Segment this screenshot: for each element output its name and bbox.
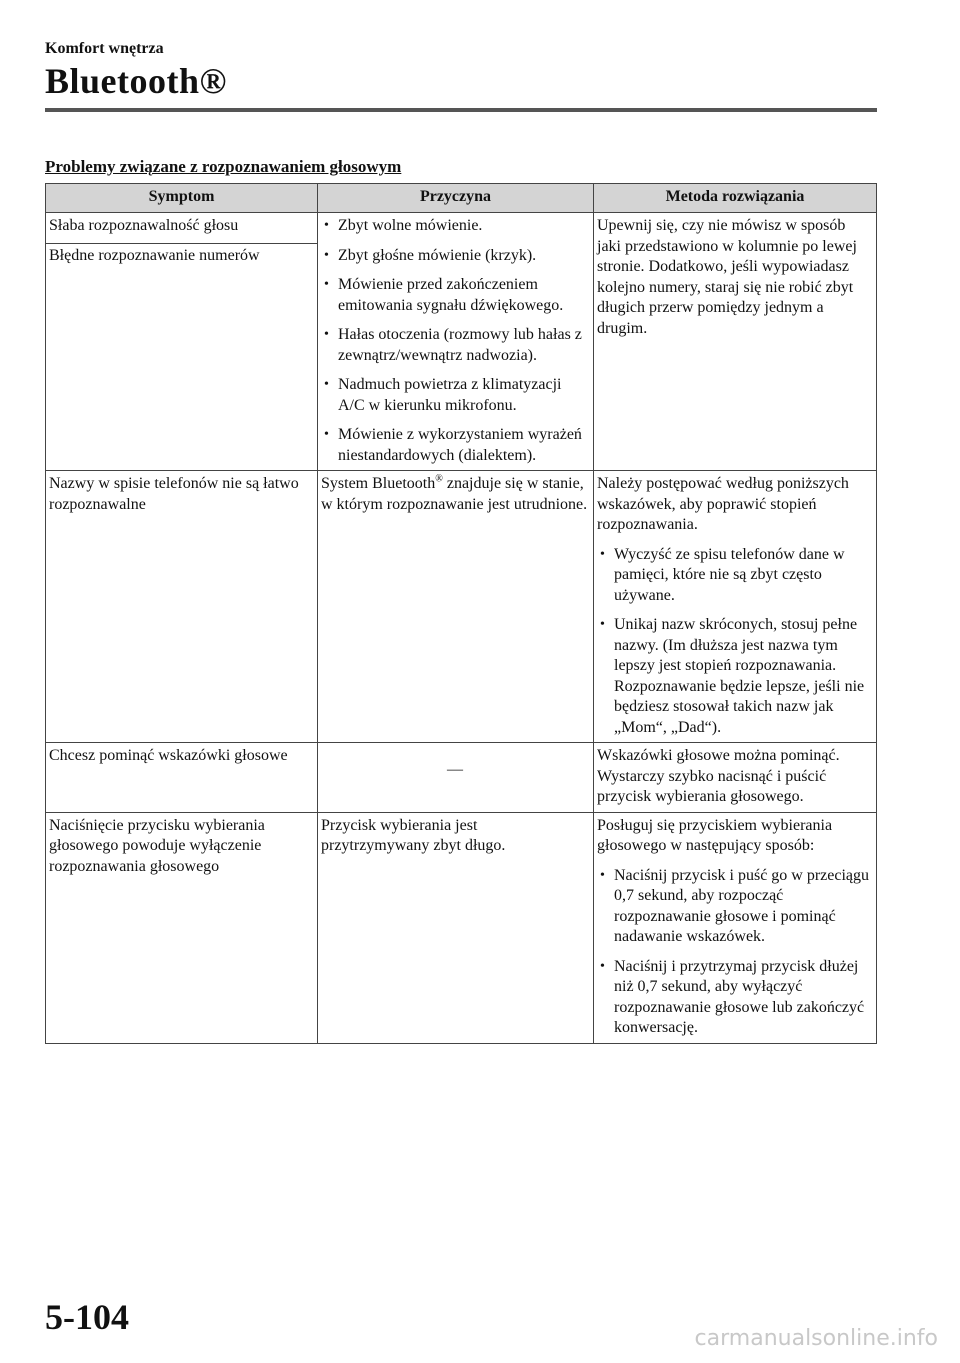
bullet-icon: • — [324, 218, 329, 233]
registered-mark: ® — [435, 473, 443, 485]
solution-cell — [594, 471, 877, 743]
page-number: 5-104 — [45, 1297, 129, 1337]
list-item: • Unikaj nazw skróconych, stosuj pełne nazwy. (Im dłuższa jest nazwa tym lepszy jest stopień rozpoznawania. Rozpoznawanie będzie lepsze, jeśli nie będziesz stosował takich nazw jak „Mom“, „Dad“). — [600, 616, 865, 736]
cause-cell — [318, 213, 594, 471]
solution-list — [597, 866, 872, 1039]
symptom-text: Naciśnięcie przycisku wybierania głosowego powoduje wyłączenie rozpoznawania głosowego — [49, 816, 265, 875]
symptom-cell — [46, 743, 318, 813]
table-row — [46, 213, 877, 471]
bullet-icon: • — [324, 377, 329, 392]
table-row — [46, 743, 877, 813]
table-row — [46, 471, 877, 743]
symptom-cell — [46, 471, 318, 743]
list-item: • Mówienie przed zakończeniem emitowania sygnału dźwiękowego. — [324, 276, 564, 314]
header-solution: Metoda rozwiązania — [594, 184, 877, 213]
cause-cell — [318, 471, 594, 743]
troubleshooting-table — [45, 183, 877, 1044]
table-heading: Problemy związane z rozpoznawaniem głosowym — [45, 157, 402, 176]
cause-text: znajduje się w stanie, w którym rozpoznawanie jest utrudnione. — [321, 475, 588, 513]
solution-text: Należy postępować według poniższych wskazówek, aby poprawić stopień rozpoznawania. — [597, 475, 849, 533]
symptom-text: Słaba rozpoznawalność głosu — [49, 217, 239, 234]
bullet-icon: • — [324, 277, 329, 292]
list-item: • Hałas otoczenia (rozmowy lub hałas z zewnątrz/wewnątrz nadwozia). — [324, 326, 582, 364]
cause-cell — [318, 812, 594, 1043]
bullet-icon: • — [600, 867, 605, 883]
bullet-icon: • — [600, 958, 605, 974]
bullet-icon: • — [324, 327, 329, 342]
list-item: • Mówienie z wykorzystaniem wyrażeń niestandardowych (dialektem). — [324, 426, 582, 464]
watermark: carmanualsonline.info — [694, 1326, 938, 1351]
bullet-icon: • — [600, 617, 605, 632]
solution-text: Posługuj się przyciskiem wybierania głosowego w następujący sposób: — [597, 816, 833, 854]
list-item: • Nadmuch powietrza z klimatyzacji A/C w kierunku mikrofonu. — [324, 376, 562, 414]
list-item: • Naciśnij przycisk i puść go w przeciągu 0,7 sekund, aby rozpocząć rozpoznawanie głosowe i pominąć nadawanie wskazówek. — [600, 866, 870, 945]
symptom-cell — [46, 213, 318, 471]
list-item: • Zbyt wolne mówienie. — [321, 216, 589, 237]
solution-cell — [594, 812, 877, 1043]
list-item: • Wyczyść ze spisu telefonów dane w pamięci, które nie są zbyt często używane. — [600, 545, 845, 604]
empty-dash: — — [447, 761, 463, 778]
bullet-icon: • — [324, 427, 329, 442]
cause-text: Przycisk wybierania jest przytrzymywany zbyt długo. — [321, 816, 506, 854]
header-cause: Przyczyna — [318, 184, 594, 213]
symptom-cell — [46, 812, 318, 1043]
solution-cell — [594, 743, 877, 813]
solution-text: Upewnij się, czy nie mówisz w sposób jaki przedstawiono w kolumnie po lewej stronie. Dodatkowo, jeśli wypowiadasz kolejno numery, staraj się nie robić zbyt długich przerw pomiędzy jednym a drugim. — [597, 217, 857, 337]
title-divider — [45, 108, 877, 112]
section-label: Komfort wnętrza — [45, 40, 164, 57]
cause-text: System Bluetooth — [321, 475, 436, 492]
solution-text: Wskazówki głosowe można pominąć. Wystarczy szybko nacisnąć i puścić przycisk wybierania głosowego. — [597, 747, 840, 805]
page-title: Bluetooth® — [45, 61, 227, 101]
cause-list — [321, 216, 589, 466]
bullet-icon: • — [324, 247, 329, 263]
header-symptom: Symptom — [46, 184, 318, 213]
list-item: • Zbyt głośne mówienie (krzyk). — [321, 246, 589, 267]
solution-cell — [594, 213, 877, 471]
cause-cell — [318, 743, 594, 813]
symptom-text: Błędne rozpoznawanie numerów — [46, 243, 317, 267]
solution-list — [597, 545, 872, 739]
bullet-icon: • — [600, 546, 605, 562]
symptom-text: Chcesz pominąć wskazówki głosowe — [49, 747, 288, 764]
table-row — [46, 812, 877, 1043]
table-header-row — [46, 184, 877, 213]
list-item: • Naciśnij i przytrzymaj przycisk dłużej niż 0,7 sekund, aby wyłączyć rozpoznawanie głosowe lub zakończyć konwersację. — [600, 957, 865, 1036]
symptom-text: Nazwy w spisie telefonów nie są łatwo rozpoznawalne — [49, 475, 299, 513]
